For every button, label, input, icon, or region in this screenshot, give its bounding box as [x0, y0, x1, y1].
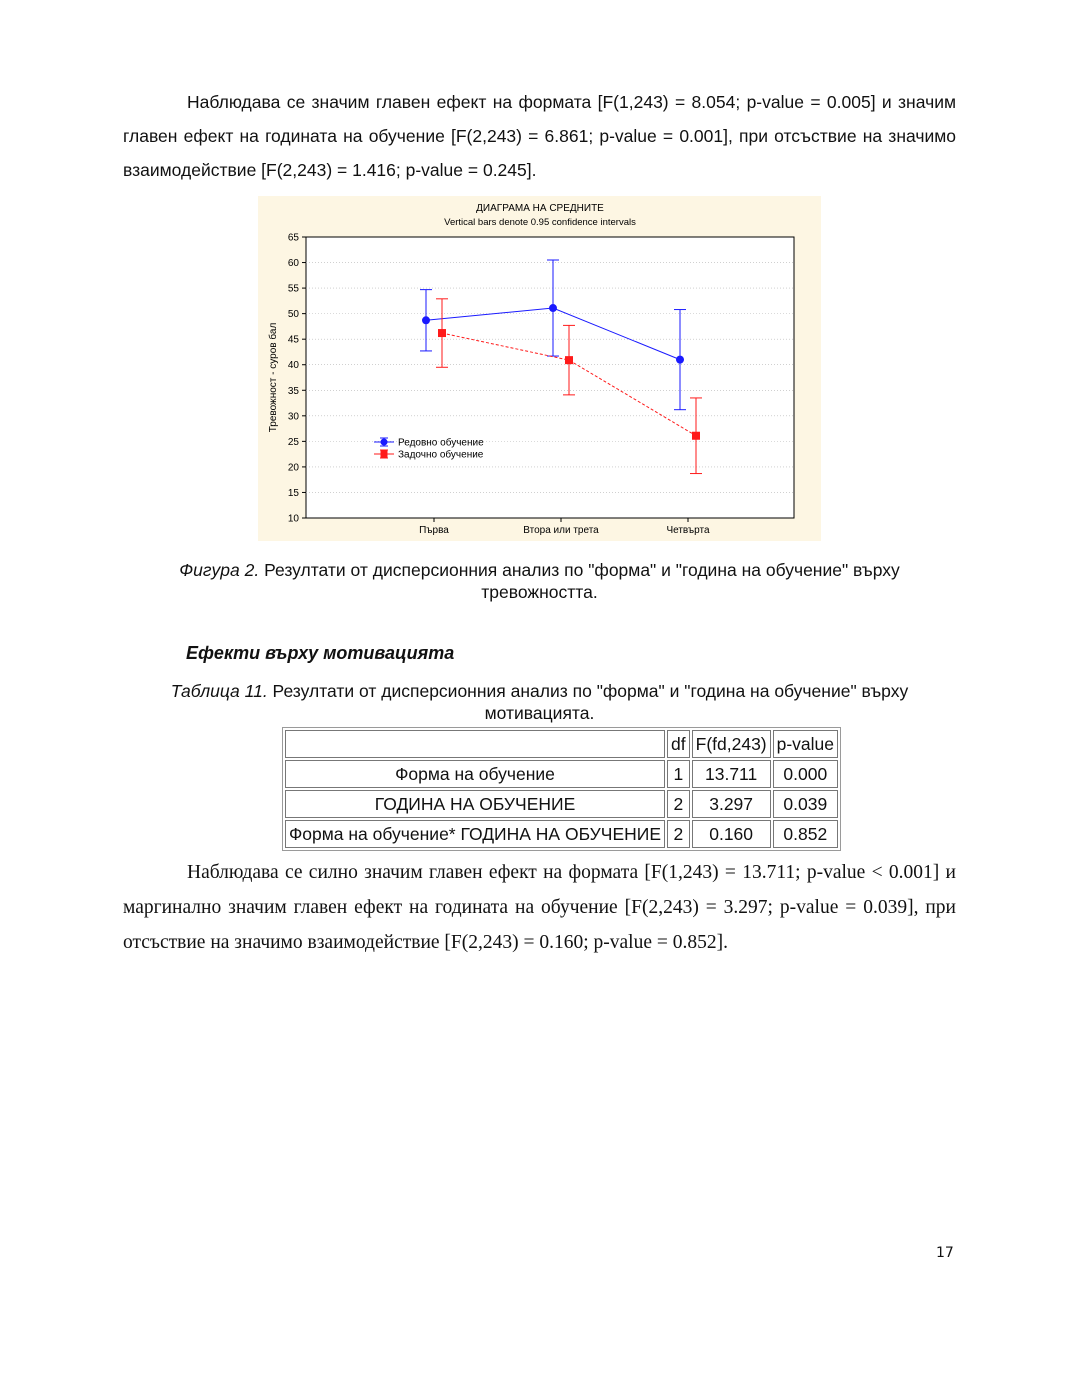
- section-heading: Ефекти върху мотивацията: [186, 643, 455, 663]
- y-tick-label: 55: [287, 283, 299, 295]
- table-cell: 0.000: [773, 760, 838, 788]
- data-point: [676, 356, 684, 364]
- paragraph-motivation-results: Наблюдава се силно значим главен ефект на формата [F(1,243) = 13.711; p-value < 0.001] и маргинално значим главен ефект на годината на обучение [F(2,243) = 3.297; p-value = 0.039], при отсъствие на значимо взаимодействие [F(2,243) = 0.160; p-value = 0.852].: [123, 862, 956, 953]
- y-tick-label: 65: [287, 232, 299, 244]
- figure-caption: [123, 559, 956, 603]
- data-point: [692, 432, 700, 440]
- means-chart: [258, 196, 821, 541]
- table-caption-text: Резултати от дисперсионния анализ по "форма" и "година на обучение" върху мотивацията.: [267, 681, 909, 723]
- table-cell: 0.039: [773, 790, 838, 818]
- y-tick-label: 40: [287, 360, 299, 372]
- y-tick-label: 10: [287, 513, 299, 525]
- table-cell: ГОДИНА НА ОБУЧЕНИЕ: [285, 790, 665, 818]
- legend-label: Задочно обучение: [398, 449, 484, 461]
- x-tick-label: Втора или трета: [523, 525, 599, 536]
- table-cell: 0.852: [773, 820, 838, 848]
- table-header-cell: p-value: [773, 730, 838, 758]
- y-tick-label: 30: [287, 411, 299, 423]
- figure-caption-text: Резултати от дисперсионния анализ по "форма" и "година на обучение" върху тревожността.: [259, 560, 900, 602]
- figure-caption-label: Фигура 2.: [179, 560, 260, 580]
- data-point: [565, 356, 573, 364]
- data-point: [422, 316, 430, 324]
- data-point: [438, 329, 446, 337]
- paragraph-anxiety-results: Наблюдава се значим главен ефект на формата [F(1,243) = 8.054; p-value = 0.005] и значим главен ефект на годината на обучение [F(2,243) = 6.861; p-value = 0.001], при отсъствие на значимо взаимодействие [F(2,243) = 1.416; p-value = 0.245].: [123, 92, 956, 180]
- table-header-cell: df: [667, 730, 690, 758]
- x-tick-label: Четвърта: [666, 525, 710, 536]
- table-cell: 2: [667, 790, 690, 818]
- y-tick-label: 20: [287, 462, 299, 474]
- x-tick-label: Първа: [419, 525, 449, 536]
- data-point: [549, 304, 557, 312]
- y-tick-label: 15: [287, 487, 299, 499]
- table-header-cell: F(fd,243): [692, 730, 771, 758]
- legend-label: Редовно обучение: [398, 437, 484, 449]
- page-number: 17: [936, 1245, 954, 1261]
- table-cell: 13.711: [692, 760, 771, 788]
- legend-marker: [381, 439, 388, 446]
- means-chart-svg: [258, 196, 821, 541]
- legend-marker: [381, 451, 388, 458]
- chart-subtitle: Vertical bars denote 0.95 confidence intervals: [444, 217, 636, 228]
- table-cell: 0.160: [692, 820, 771, 848]
- table-row: [285, 760, 838, 788]
- chart-title: ДИАГРАМА НА СРЕДНИТЕ: [476, 203, 604, 214]
- y-tick-label: 25: [287, 436, 299, 448]
- y-tick-label: 45: [287, 334, 299, 346]
- table-row: [285, 790, 838, 818]
- results-table: [282, 727, 841, 851]
- y-tick-label: 60: [287, 258, 299, 270]
- table-cell: Форма на обучение: [285, 760, 665, 788]
- table-header-cell: [285, 730, 665, 758]
- table-cell: Форма на обучение* ГОДИНА НА ОБУЧЕНИЕ: [285, 820, 665, 848]
- table-row: [285, 820, 838, 848]
- table-cell: 2: [667, 820, 690, 848]
- table-cell: 3.297: [692, 790, 771, 818]
- table-header-row: [285, 730, 838, 758]
- plot-area: [306, 237, 794, 518]
- table-caption-label: Таблица 11.: [170, 681, 268, 701]
- table-caption: [123, 680, 956, 724]
- y-tick-label: 50: [287, 309, 299, 321]
- y-tick-label: 35: [287, 385, 299, 397]
- table-cell: 1: [667, 760, 690, 788]
- y-axis-label: Тревожност - суров бал: [268, 322, 279, 433]
